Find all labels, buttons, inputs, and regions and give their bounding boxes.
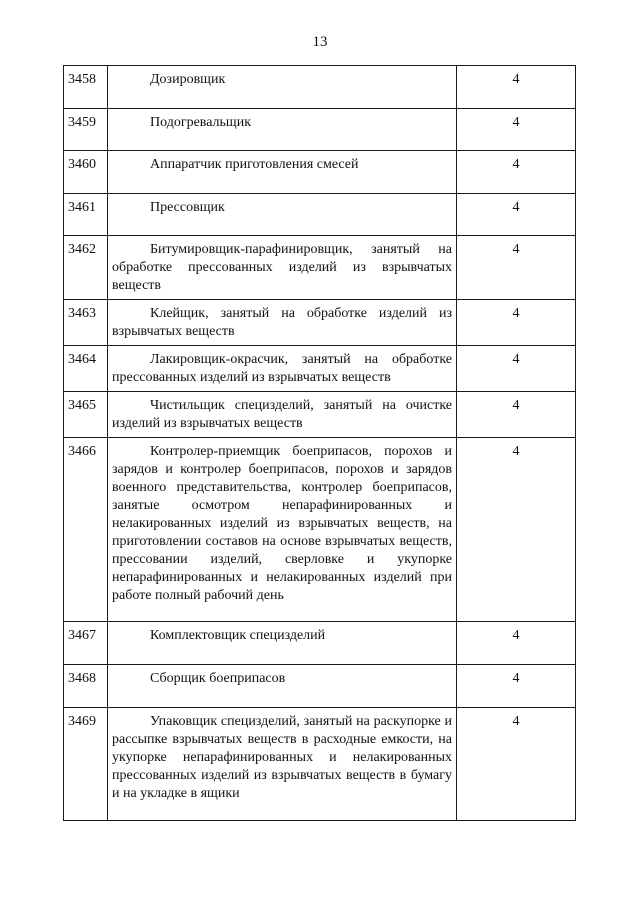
row-value: 4 [457, 708, 576, 821]
row-value: 4 [457, 151, 576, 194]
row-name: Лакировщик-окрасчик, занятый на обработке прессованных изделий из взрывчатых веществ [108, 346, 457, 392]
row-code: 3468 [64, 665, 108, 708]
table-row [64, 665, 576, 708]
row-value: 4 [457, 622, 576, 665]
row-value: 4 [457, 346, 576, 392]
row-code: 3469 [64, 708, 108, 821]
row-value: 4 [457, 109, 576, 151]
row-name: Сборщик боеприпасов [108, 665, 457, 708]
row-name: Чистильщик специзделий, занятый на очистке изделий из взрывчатых веществ [108, 392, 457, 438]
table-row [64, 151, 576, 194]
row-code: 3460 [64, 151, 108, 194]
table-row [64, 438, 576, 622]
row-code: 3464 [64, 346, 108, 392]
row-code: 3461 [64, 194, 108, 236]
table-row [64, 346, 576, 392]
table-row [64, 392, 576, 438]
row-code: 3466 [64, 438, 108, 622]
row-name: Клейщик, занятый на обработке изделий из взрывчатых веществ [108, 300, 457, 346]
page-number: 13 [312, 34, 328, 50]
table-row [64, 708, 576, 821]
row-value: 4 [457, 300, 576, 346]
row-name: Дозировщик [108, 66, 457, 109]
row-value: 4 [457, 665, 576, 708]
row-code: 3467 [64, 622, 108, 665]
row-name: Прессовщик [108, 194, 457, 236]
row-value: 4 [457, 236, 576, 300]
row-name: Подогревальщик [108, 109, 457, 151]
table-row [64, 300, 576, 346]
row-code: 3463 [64, 300, 108, 346]
table-row [64, 622, 576, 665]
row-value: 4 [457, 438, 576, 622]
row-code: 3459 [64, 109, 108, 151]
table-row [64, 109, 576, 151]
occupations-table [63, 65, 576, 821]
row-name: Комплектовщик специзделий [108, 622, 457, 665]
row-value: 4 [457, 392, 576, 438]
table-row [64, 236, 576, 300]
row-name: Контролер-приемщик боеприпасов, порохов и зарядов и контролер боеприпасов, порохов и зарядов военного представительства, контролер боеприпасов, занятые осмотром непарафинированных и нелакированных изделий из взрывчатых веществ, на приготовлении составов на основе взрывчатых веществ, прессовании изделий, сверловке и укупорке непарафинированных и нелакированных изделий при работе полный рабочий день [108, 438, 457, 622]
row-name: Битумировщик-парафинировщик, занятый на обработке прессованных изделий из взрывчатых веществ [108, 236, 457, 300]
table-row [64, 194, 576, 236]
row-value: 4 [457, 66, 576, 109]
row-name: Аппаратчик приготовления смесей [108, 151, 457, 194]
row-code: 3458 [64, 66, 108, 109]
row-code: 3462 [64, 236, 108, 300]
row-code: 3465 [64, 392, 108, 438]
row-value: 4 [457, 194, 576, 236]
row-name: Упаковщик специзделий, занятый на раскупорке и рассыпке взрывчатых веществ в расходные емкости, на укупорке непарафинированных и нелакированных прессованных изделий из взрывчатых веществ в бумагу и на укладке в ящики [108, 708, 457, 821]
table-row [64, 66, 576, 109]
